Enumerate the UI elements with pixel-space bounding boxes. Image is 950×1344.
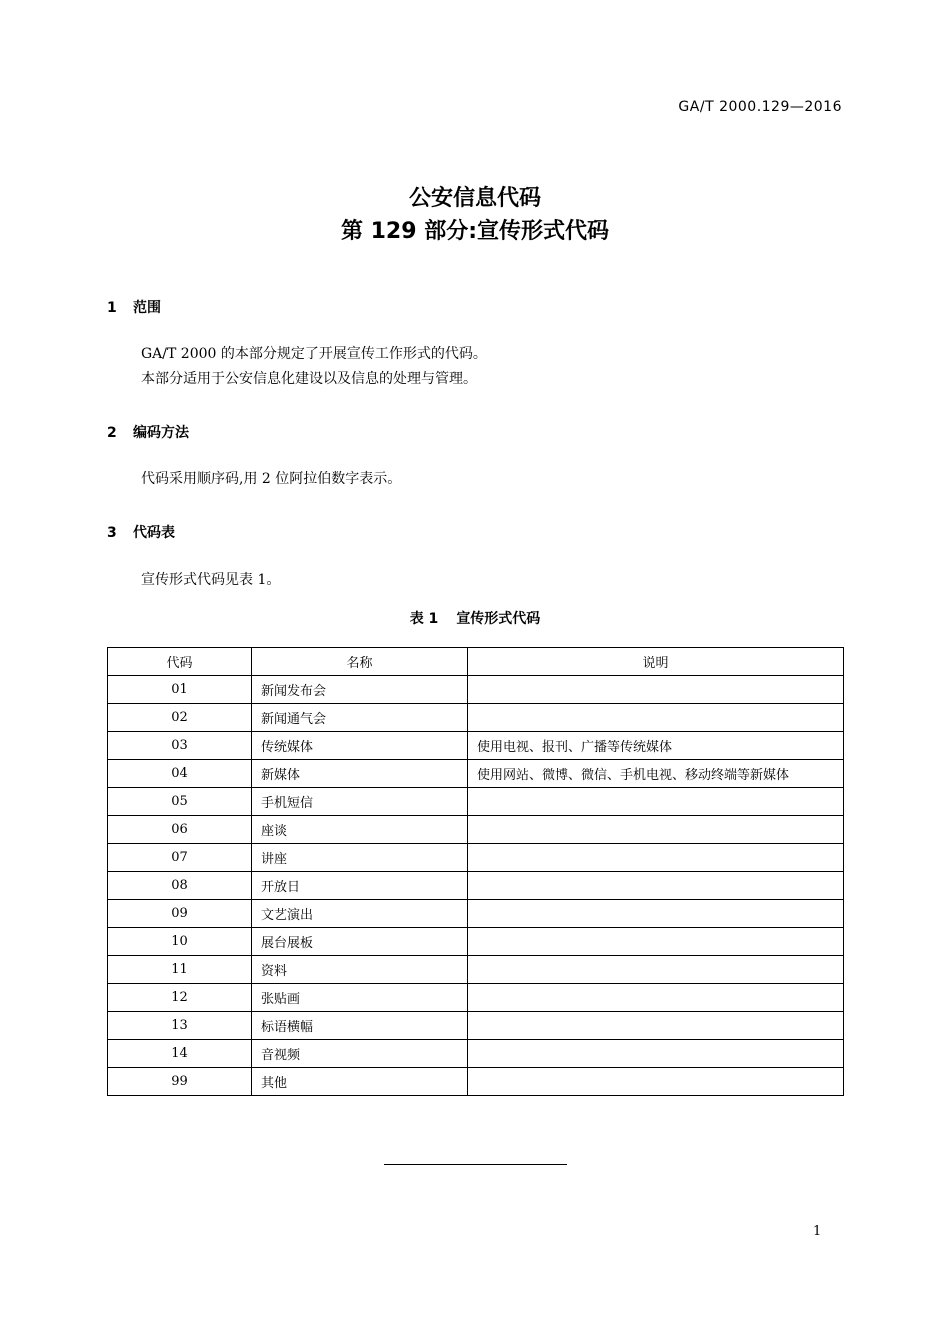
row-name: 其他 (252, 1068, 468, 1096)
row-name: 张贴画 (252, 984, 468, 1012)
table-caption-title: 宣传形式代码 (456, 611, 541, 627)
scope-paragraph-2: 本部分适用于公安信息化建设以及信息的处理与管理。 (141, 371, 477, 387)
table-row (108, 704, 844, 732)
row-code: 04 (108, 760, 252, 788)
row-code: 14 (108, 1040, 252, 1068)
section-heading-scope (107, 297, 161, 317)
row-code: 07 (108, 844, 252, 872)
row-name: 座谈 (252, 816, 468, 844)
row-code: 02 (108, 704, 252, 732)
row-name: 新闻通气会 (252, 704, 468, 732)
row-description (468, 928, 844, 956)
row-name: 文艺演出 (252, 900, 468, 928)
row-description (468, 1040, 844, 1068)
row-name: 资料 (252, 956, 468, 984)
footer-rule (384, 1164, 567, 1165)
row-description (468, 788, 844, 816)
row-description (468, 816, 844, 844)
row-name: 讲座 (252, 844, 468, 872)
row-description: 使用网站、微博、微信、手机电视、移动终端等新媒体 (468, 760, 844, 788)
row-code: 10 (108, 928, 252, 956)
table-row (108, 956, 844, 984)
row-description (468, 704, 844, 732)
table-row (108, 984, 844, 1012)
row-code: 13 (108, 1012, 252, 1040)
row-code: 06 (108, 816, 252, 844)
row-code: 99 (108, 1068, 252, 1096)
table-body (108, 676, 844, 1096)
row-description (468, 1012, 844, 1040)
row-name: 音视频 (252, 1040, 468, 1068)
table-row (108, 872, 844, 900)
header-name: 名称 (252, 648, 468, 676)
document-code: GA/T 2000.129—2016 (678, 99, 842, 115)
row-code: 01 (108, 676, 252, 704)
page-number: 1 (813, 1224, 822, 1239)
header-description: 说明 (468, 648, 844, 676)
row-description (468, 956, 844, 984)
table-caption-number: 表 1 (409, 611, 439, 627)
row-code: 08 (108, 872, 252, 900)
row-description: 使用电视、报刊、广播等传统媒体 (468, 732, 844, 760)
table-row (108, 732, 844, 760)
section-number: 1 (107, 300, 117, 316)
row-code: 03 (108, 732, 252, 760)
table-row (108, 676, 844, 704)
row-code: 05 (108, 788, 252, 816)
row-description (468, 1068, 844, 1096)
table-row (108, 760, 844, 788)
row-name: 新媒体 (252, 760, 468, 788)
scope-paragraph-1: GA/T 2000 的本部分规定了开展宣传工作形式的代码。 (141, 346, 487, 362)
row-description (468, 900, 844, 928)
row-name: 标语横幅 (252, 1012, 468, 1040)
code-table-paragraph: 宣传形式代码见表 1。 (141, 572, 281, 588)
coding-method-paragraph: 代码采用顺序码,用 2 位阿拉伯数字表示。 (141, 471, 402, 487)
table-row (108, 844, 844, 872)
row-description (468, 984, 844, 1012)
row-description (468, 844, 844, 872)
table-row (108, 816, 844, 844)
row-name: 开放日 (252, 872, 468, 900)
header-code: 代码 (108, 648, 252, 676)
section-title: 代码表 (133, 525, 175, 541)
table-row (108, 900, 844, 928)
row-description (468, 676, 844, 704)
section-heading-code-table (107, 522, 175, 542)
section-title: 范围 (133, 300, 161, 316)
table-caption (0, 608, 950, 628)
page-title: 公安信息代码 (408, 186, 541, 211)
row-name: 展台展板 (252, 928, 468, 956)
section-heading-coding-method (107, 422, 189, 442)
row-name: 新闻发布会 (252, 676, 468, 704)
section-title: 编码方法 (133, 425, 189, 441)
table-row (108, 1068, 844, 1096)
row-description (468, 872, 844, 900)
table-row (108, 1040, 844, 1068)
row-code: 11 (108, 956, 252, 984)
row-name: 传统媒体 (252, 732, 468, 760)
table-row (108, 928, 844, 956)
section-number: 3 (107, 525, 117, 541)
page-subtitle: 第 129 部分:宣传形式代码 (340, 219, 610, 244)
row-code: 12 (108, 984, 252, 1012)
code-table (107, 647, 844, 1096)
section-number: 2 (107, 425, 117, 441)
table-row (108, 1012, 844, 1040)
row-code: 09 (108, 900, 252, 928)
table-row (108, 788, 844, 816)
row-name: 手机短信 (252, 788, 468, 816)
table-header-row (108, 648, 844, 676)
